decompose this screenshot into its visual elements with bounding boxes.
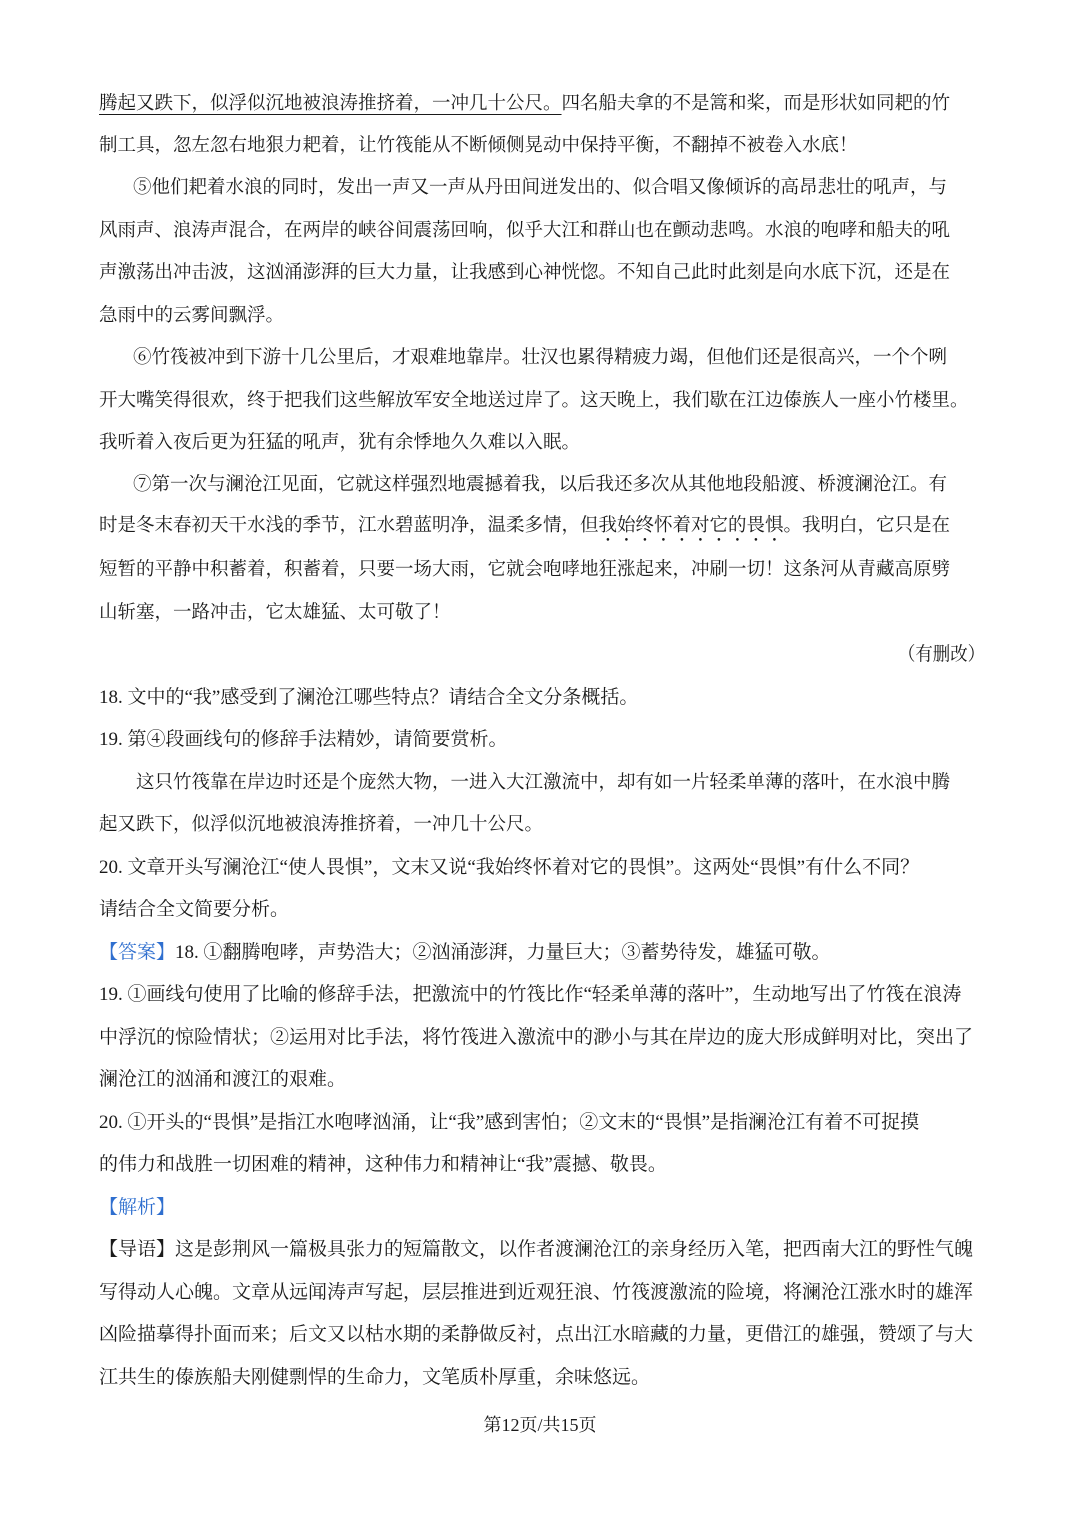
question-19-quote-line-1: 这只竹筏靠在岸边时还是个庞然大物，一进入大江激流中，却有如一片轻柔单薄的落叶，在水浪中腾 [136, 772, 951, 793]
answer-tag: 【答案】 [99, 942, 176, 963]
answer-18: 18. ①翻腾咆哮，声势浩大；②汹涌澎湃，力量巨大；③蓄势待发，雄猛可敬。 [175, 942, 831, 963]
question-19-quote-line-2: 起又跌下，似浮似沉地被浪涛推挤着，一冲几十公尺。 [99, 814, 544, 835]
para7-line-1: ⑦第一次与澜沧江见面，它就这样强烈地震撼着我，以后我还多次从其他地段船渡、桥渡澜沧江。有 [133, 474, 948, 495]
para7-line-2-pre: 时是冬末春初天干水浅的季节，江水碧蓝明净，温柔多情，但 [99, 515, 599, 536]
para5-line-3: 声激荡出冲击波，这汹涌澎湃的巨大力量，让我感到心神恍惚。不知自己此时此刻是向水底下沉，还是在 [99, 262, 951, 283]
analysis-intro-line-4: 江共生的傣族船夫刚健剽悍的生命力，文笔质朴厚重，余味悠远。 [99, 1367, 651, 1388]
para6-line-2: 开大嘴笑得很欢，终于把我们这些解放军安全地送过岸了。这天晚上，我们歇在江边傣族人一座小竹楼里。 [99, 390, 969, 411]
para7-line-4: 山斩塞，一路冲击，它太雄猛、太可敬了！ [99, 602, 451, 623]
intro-tag: 【导语】 [99, 1239, 176, 1260]
page-number: 第12页/共15页 [483, 1415, 597, 1435]
underlined-sentence: 腾起又跌下，似浮似沉地被浪涛推挤着，一冲几十公尺。 [99, 93, 562, 114]
para7-line-2 [99, 513, 950, 539]
para6-line-1: ⑥竹筏被冲到下游十几公里后，才艰难地靠岸。壮汉也累得精疲力竭，但他们还是很高兴，一个个咧 [133, 347, 948, 368]
intro-line-1-text: 这是彭荆风一篇极具张力的短篇散文，以作者渡澜沧江的亲身经历入笔，把西南大江的野性气魄 [175, 1239, 974, 1260]
para7-line-3: 短暂的平静中积蓄着，积蓄着，只要一场大雨，它就会咆哮地狂涨起来，冲刷一切！这条河从青藏高原劈 [99, 559, 951, 580]
analysis-intro-line-2: 写得动人心魄。文章从远闻涛声写起，层层推进到近观狂浪、竹筏渡激流的险境，将澜沧江涨水时的雄浑 [99, 1282, 974, 1303]
answer-18-line [99, 940, 831, 966]
answer-19-line-2: 中浮沉的惊险情状；②运用对比手法，将竹筏进入激流中的渺小与其在岸边的庞大形成鲜明对比，突出了 [99, 1027, 974, 1048]
para5-line-1: ⑤他们耙着水浪的同时，发出一声又一声从丹田间迸发出的、似合唱又像倾诉的高昂悲壮的吼声，与 [133, 177, 948, 198]
question-18: 18. 文中的“我”感受到了澜沧江哪些特点？请结合全文分条概括。 [99, 687, 639, 708]
analysis-intro-line-1 [99, 1237, 973, 1263]
para4-line-1-rest: 四名船夫拿的不是篙和桨，而是形状如同耙的竹 [561, 93, 951, 114]
para7-line-2-post: 。我明白，它只是在 [783, 515, 951, 536]
source-note: （有删改） [898, 644, 986, 665]
answer-20-line-1: 20. ①开头的“畏惧”是指江水咆哮汹涌，让“我”感到害怕；②文末的“畏惧”是指澜沧江有着不可捉摸 [99, 1112, 920, 1133]
analysis-intro-line-3: 凶险描摹得扑面而来；后文又以枯水期的柔静做反衬，点出江水暗藏的力量，更借江的雄强，赞颂了与大 [99, 1324, 974, 1345]
analysis-tag: 【解析】 [99, 1197, 176, 1218]
answer-20-line-2: 的伟力和战胜一切困难的精神，这种伟力和精神让“我”震撼、敬畏。 [99, 1154, 667, 1175]
para4-line-2: 制工具，忽左忽右地狠力耙着，让竹筏能从不断倾侧晃动中保持平衡，不翻掉不被卷入水底！ [99, 135, 858, 156]
answer-19-line-1: 19. ①画线句使用了比喻的修辞手法，把激流中的竹筏比作“轻柔单薄的落叶”，生动地写出了竹筏在浪涛 [99, 984, 962, 1005]
question-19: 19. 第④段画线句的修辞手法精妙，请简要赏析。 [99, 729, 508, 750]
para4-line-1 [99, 91, 950, 117]
dotted-phrase: 我始终怀着对它的畏惧 [598, 515, 784, 536]
para5-line-2: 风雨声、浪涛声混合，在两岸的峡谷间震荡回响，似乎大江和群山也在颤动悲鸣。水浪的咆哮和船夫的吼 [99, 220, 951, 241]
answer-19-line-3: 澜沧江的汹涌和渡江的艰难。 [99, 1069, 347, 1090]
para5-line-4: 急雨中的云雾间飘浮。 [99, 305, 285, 326]
question-20-line-2: 请结合全文简要分析。 [99, 899, 290, 920]
para6-line-3: 我听着入夜后更为狂猛的吼声，犹有余悸地久久难以入眠。 [99, 432, 581, 453]
question-20-line-1: 20. 文章开头写澜沧江“使人畏惧”，文末又说“我始终怀着对它的畏惧”。这两处“畏惧”有什么不同？ [99, 857, 920, 878]
